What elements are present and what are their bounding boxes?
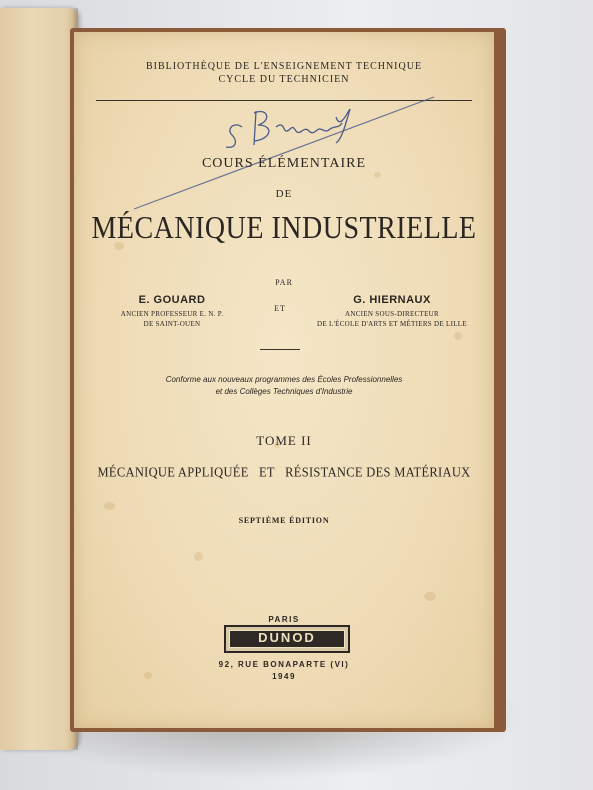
subtitle-part-2: RÉSISTANCE DES MATÉRIAUX (285, 464, 471, 480)
imprint-year: 1949 (272, 672, 296, 681)
series-line-2: CYCLE DU TECHNICIEN (218, 74, 350, 85)
main-title: MÉCANIQUE INDUSTRIELLE (91, 211, 477, 246)
author-name: E. GOUARD (138, 294, 206, 306)
author-role-line: DE L'ÉCOLE D'ARTS ET MÉTIERS DE LILLE (317, 320, 467, 328)
series-line-1: BIBLIOTHÈQUE DE L'ENSEIGNEMENT TECHNIQUE (145, 61, 423, 72)
imprint-city: PARIS (268, 615, 300, 624)
imprint-address: 92, RUE BONAPARTE (VI) (218, 660, 350, 669)
tome-label: TOME II (256, 433, 312, 448)
et-label: ET (274, 304, 286, 313)
title-page (74, 32, 494, 728)
subtitle-part-1: MÉCANIQUE APPLIQUÉE (97, 464, 249, 480)
publisher-name: DUNOD (229, 630, 345, 648)
author-role-line: ANCIEN PROFESSEUR E. N. P. (120, 310, 224, 318)
conforme-line-1: Conforme aux nouveaux programmes des Écoles Professionnelles (165, 375, 403, 384)
volume-subtitle (74, 464, 494, 481)
conforme-note (74, 374, 494, 398)
author-gouard (102, 294, 242, 329)
series-title (74, 60, 494, 86)
par-label: PAR (275, 278, 293, 287)
edition-label: SEPTIÈME ÉDITION (238, 516, 330, 525)
title-cours: COURS ÉLÉMENTAIRE (201, 156, 367, 171)
author-name: G. HIERNAUX (353, 294, 431, 306)
foxing-spot (454, 332, 462, 340)
left-page-edge (0, 8, 78, 750)
title-de: DE (275, 188, 293, 200)
divider-rule (260, 349, 300, 350)
foxing-spot (194, 552, 203, 561)
author-role-line: ANCIEN SOUS-DIRECTEUR (345, 310, 439, 318)
foxing-spot (104, 502, 115, 510)
author-role-line: DE SAINT-OUEN (143, 320, 201, 328)
foxing-spot (424, 592, 436, 601)
author-hiernaux (302, 294, 482, 329)
publisher-logo (224, 625, 350, 653)
subtitle-et: ET (258, 464, 275, 480)
conforme-line-2: et des Collèges Techniques d'Industrie (215, 387, 353, 396)
